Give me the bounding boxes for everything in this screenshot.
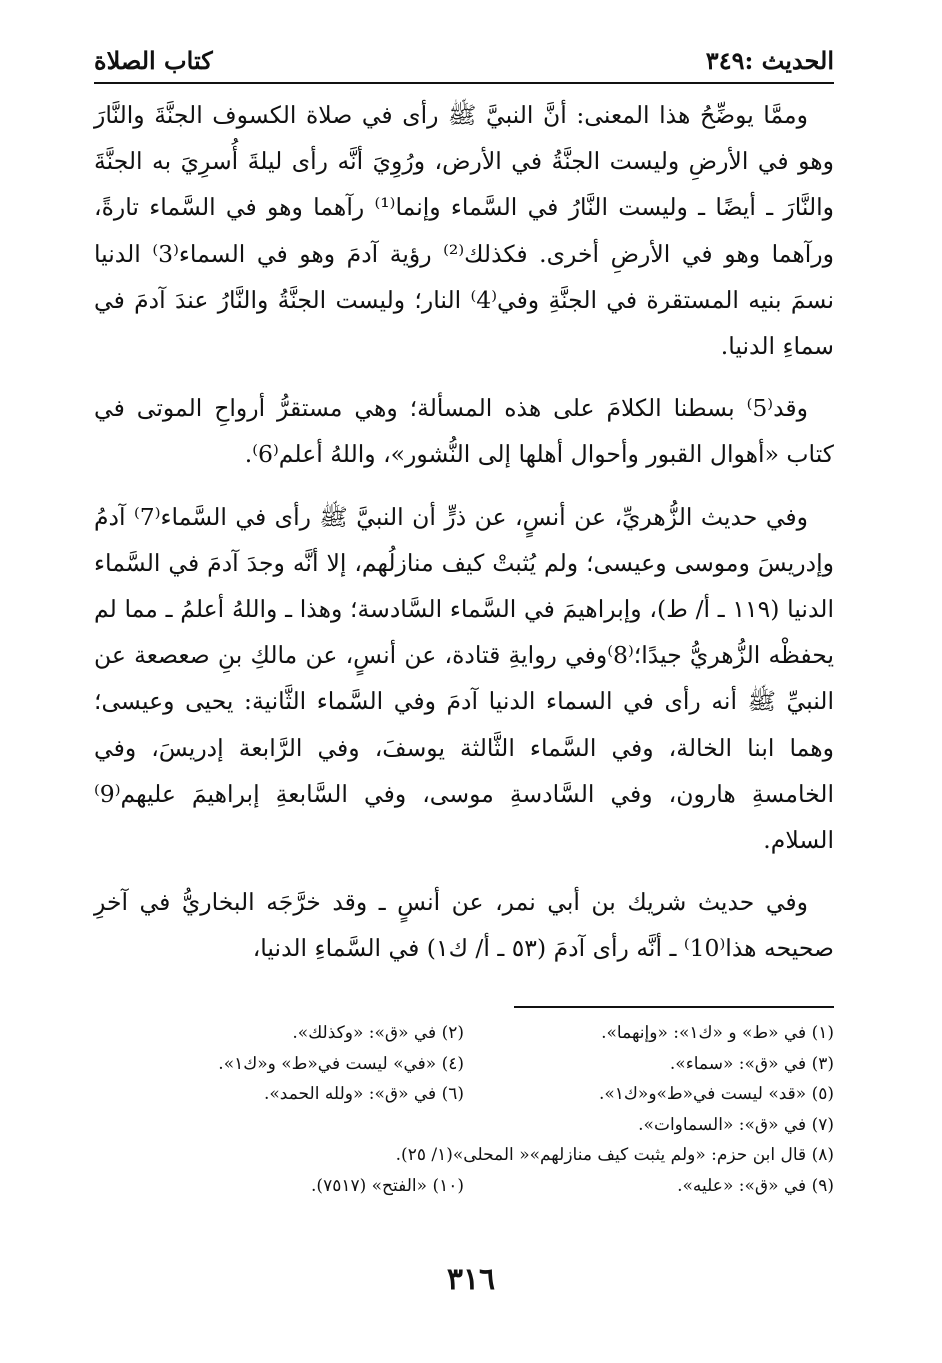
running-header: [94, 44, 834, 84]
footnote-row: [94, 1049, 834, 1080]
footnote-row: [94, 1079, 834, 1110]
footnote-row: [94, 1110, 834, 1141]
page-number: ٣١٦: [446, 1262, 496, 1297]
footnote-4: (٤) «في» ليست في«ط» و«ك١».: [218, 1053, 464, 1074]
footnote-row: [94, 1171, 834, 1202]
paragraph-4: وفي حديث شريك بن أبي نمر، عن أنسٍ ـ وقد خرَّجَه البخاريُّ في آخرِ صحيحه هذا⁽10⁾ ـ أنَّه رأى آدمَ (٥٣ ـ أ/ ك١) في السَّماءِ الدنيا،: [94, 888, 834, 963]
footnote-5: (٥) «قد» ليست في«ط»و«ك١».: [598, 1084, 834, 1104]
footnote-9: (٩) في «ق»: «عليه».: [677, 1175, 834, 1196]
footnote-8: (٨) قال ابن حزم: «ولم يثبت كيف منازلهم»« المحلى»(١/ ٢٥).: [395, 1145, 834, 1165]
header-chapter-title: كتاب الصلاة: [94, 46, 213, 75]
footnote-row: [94, 1140, 834, 1171]
footnotes: [94, 1018, 834, 1201]
footnote-3: (٣) في «ق»: «سماء».: [669, 1053, 834, 1074]
paragraph-1: وممَّا يوضِّحُ هذا المعنى: أنَّ النبيَّ ﷺ رأى في صلاة الكسوف الجنَّةَ والنَّارَ وهو في الأرضِ وليست الجنَّةُ في الأرض، ورُوِيَ أنَّه رأى ليلةَ أُسرِيَ به الجنَّةَ والنَّارَ ـ أيضًا ـ وليست النَّارُ في السَّماء وإنما⁽¹⁾ رآهما وهو في السَّماء تارةً، ورآهما وهو في الأرضِ أخرى. فكذلك⁽²⁾ رؤية آدمَ وهو في السماء⁽3⁾ الدنيا نسمَ بنيه المستقرة في الجنَّةِ وفي⁽4⁾ النار؛ وليست الجنَّةُ والنَّارُ عندَ آدمَ في سماءِ الدنيا.: [94, 101, 834, 361]
header-rule: [94, 82, 834, 84]
footnote-10: (١٠) «الفتح» (٧٥١٧).: [311, 1175, 464, 1196]
footnote-6: (٦) في «ق»: «ولله الحمد».: [263, 1084, 464, 1104]
footnote-1: (١) في «ط» و «ك١»: «وإنهما».: [601, 1023, 834, 1043]
footnote-row: [94, 1018, 834, 1049]
footnote-2: (٢) في «ق»: «وكذلك».: [292, 1023, 464, 1043]
header-hadith-number: الحديث :٣٤٩: [705, 46, 834, 75]
paragraph-3: وفي حديث الزُّهريِّ، عن أنسٍ، عن ذرٍّ أن النبيَّ ﷺ رأى في السَّماء⁽7⁾ آدمُ وإدريسَ وموسى وعيسى؛ ولم يُثبتْ كيف منازلُهم، إلا أنَّه وجدَ آدمَ في السَّماء الدنيا (١١٩ ـ أ/ ط)، وإبراهيمَ في السَّماء السَّادسة؛ وهذا ـ واللهُ أعلمُ ـ مما لم يحفظْه الزُّهريُّ جيدًا؛⁽8⁾وفي روايةِ قتادة، عن أنسٍ، عن مالكِ بنِ صعصعة عن النبيِّ ﷺ أنه رأى في السماء الدنيا آدمَ وفي السَّماء الثَّانية: يحيى وعيسى؛ وهما ابنا الخالة، وفي السَّماء الثَّالثة يوسفَ، وفي الرَّابعة إدريسَ، وفي الخامسةِ هارون، وفي السَّادسةِ موسى، وفي السَّابعةِ إبراهيمَ عليهم⁽9⁾السلام.: [94, 502, 835, 855]
paragraph-2: وقد⁽5⁾ بسطنا الكلامَ على هذه المسألة؛ وهي مستقرُّ أرواحِ الموتى في كتاب «أهوال القبور وأحوال أهلها إلى النُّشور»، واللهُ أعلم⁽6⁾.: [94, 394, 834, 469]
footnote-separator: [514, 1006, 834, 1008]
main-text: [94, 92, 834, 988]
footnote-7: (٧) في «ق»: «السماوات».: [638, 1114, 834, 1135]
